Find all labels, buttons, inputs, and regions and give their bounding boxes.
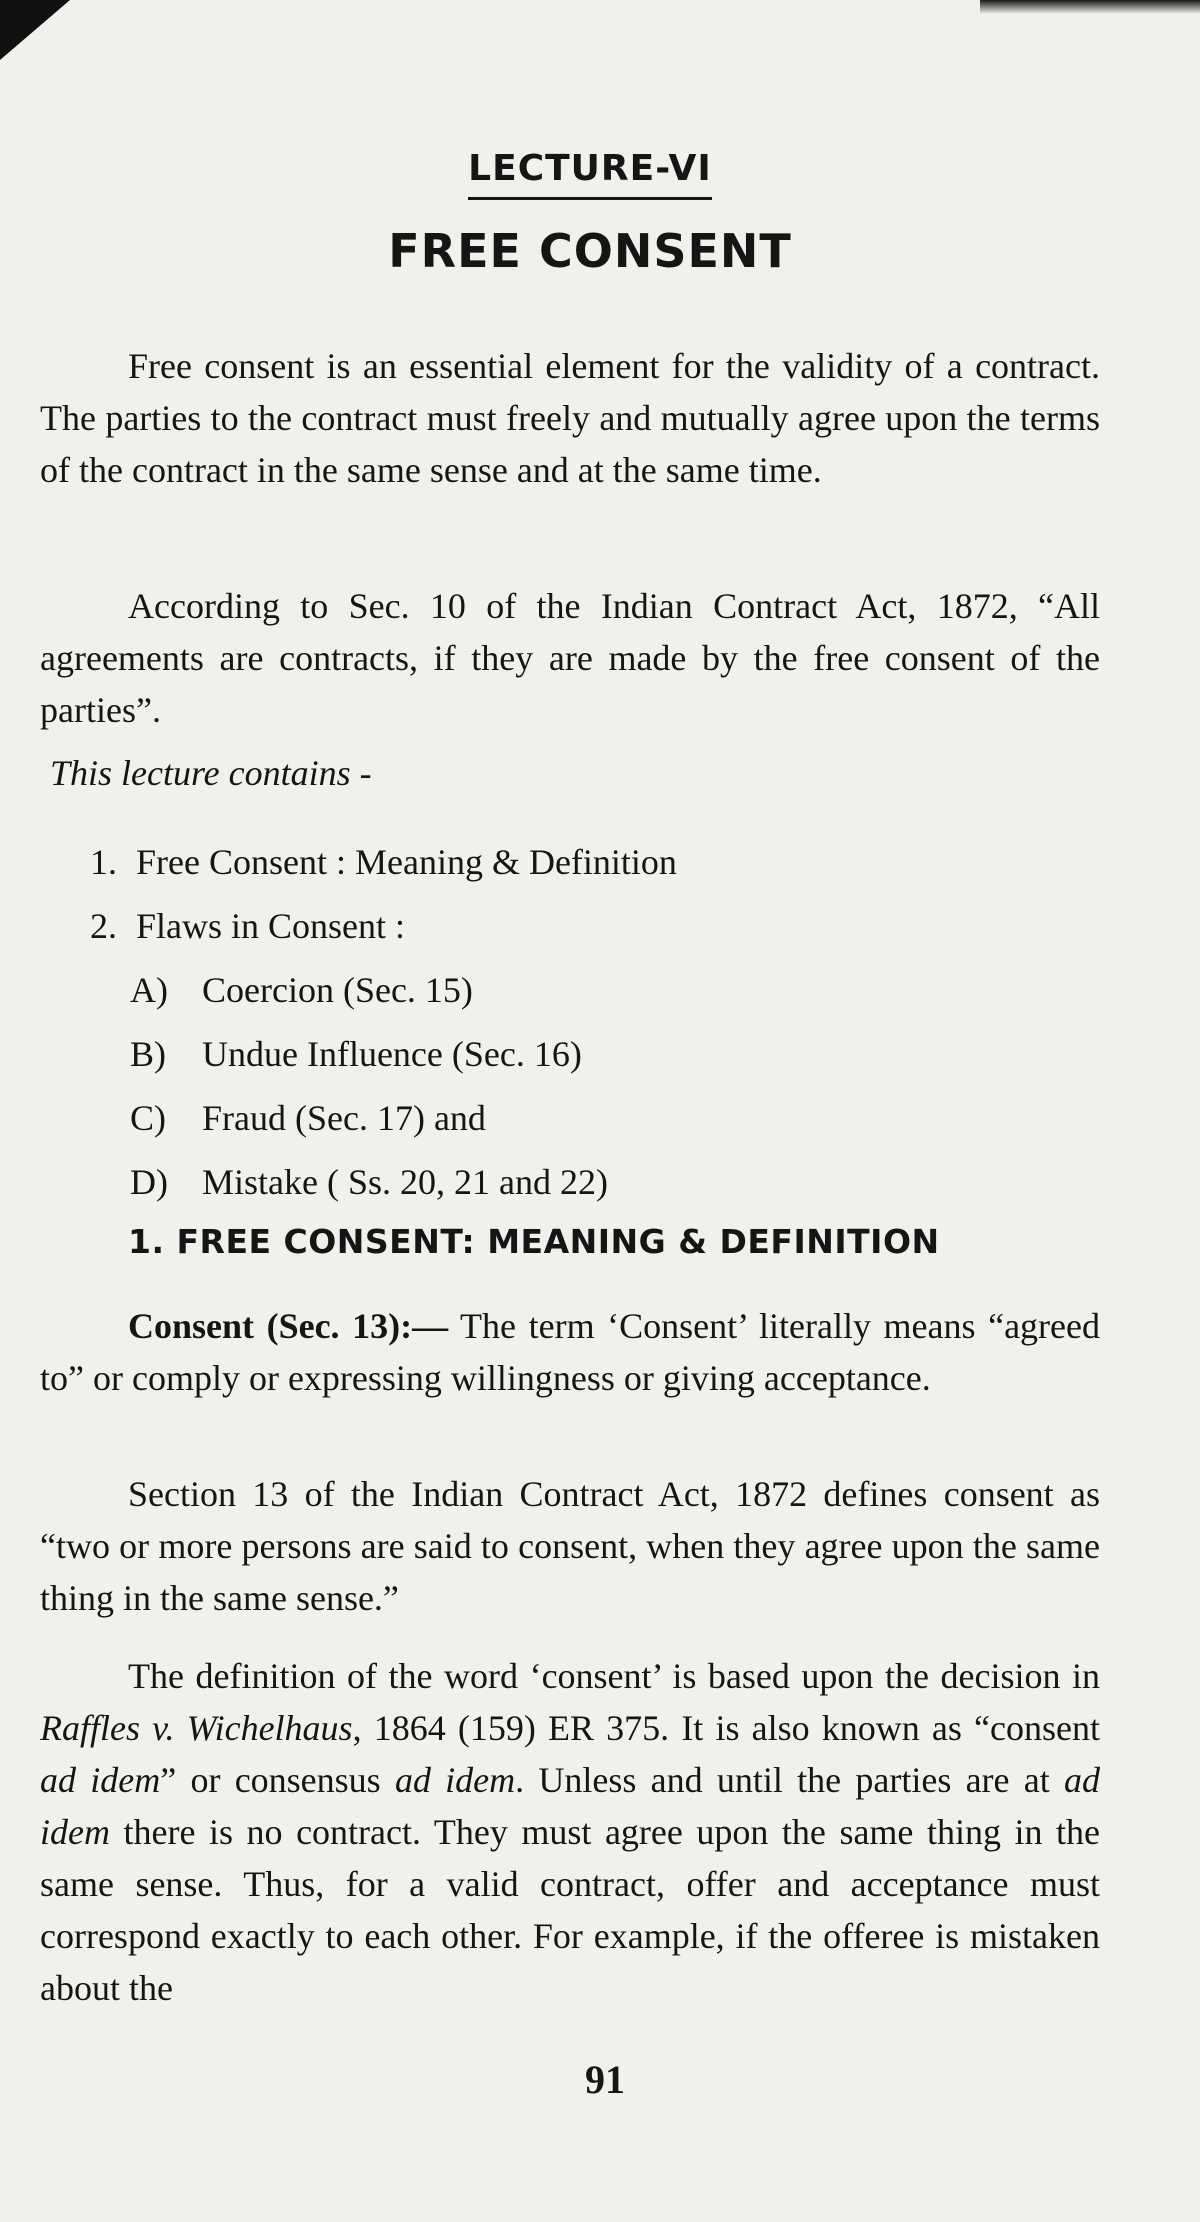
definition-text: there is no contract. They must agree upon the same thing in the same sense. Thus, for a valid contract, offer and acceptance must correspond exactly to each other. For example, if the offeree is mistaken about the <box>40 1812 1100 2008</box>
contents-item <box>90 830 677 894</box>
intro-paragraph-2: According to Sec. 10 of the Indian Contract Act, 1872, “All agreements are contracts, if they are made by the free consent of the parties”. <box>40 586 1100 730</box>
case-name: Raffles v. Wichelhaus <box>40 1708 353 1748</box>
flaws-sub-item <box>130 958 677 1022</box>
consent-paragraph <box>40 1300 1100 1404</box>
flaws-sub-list <box>90 958 677 1214</box>
contents-item-number: 2. <box>90 906 117 946</box>
flaws-sub-item <box>130 1150 677 1214</box>
contents-list <box>90 830 677 1214</box>
sub-item-letter: D) <box>130 1162 168 1202</box>
latin-term: ad idem <box>40 1760 1101 1852</box>
definition-text: The definition of the word ‘consent’ is based upon the decision in <box>128 1656 1100 1696</box>
page-number: 91 <box>585 2057 625 2102</box>
page-title: FREE CONSENT <box>388 224 792 278</box>
definition-text: . Unless and until the parties are at <box>515 1760 1065 1800</box>
latin-term: ad idem <box>40 1760 161 1800</box>
scan-top-edge-shadow <box>980 0 1200 14</box>
definition-paragraph <box>40 1650 1100 2014</box>
contents-item-label: Free Consent : Meaning & Definition <box>136 842 677 882</box>
sub-item-label: Mistake ( Ss. 20, 21 and 22) <box>202 1162 608 1202</box>
sub-item-letter: B) <box>130 1034 166 1074</box>
contents-item-number: 1. <box>90 842 117 882</box>
sub-item-letter: C) <box>130 1098 166 1138</box>
lecture-label-text: LECTURE-VI <box>468 148 712 200</box>
section13-paragraph: Section 13 of the Indian Contract Act, 1872 defines consent as “two or more persons are said to consent, when they agree upon the same thing in the same sense.” <box>40 1474 1100 1618</box>
sub-item-letter: A) <box>130 970 168 1010</box>
definition-text: , 1864 (159) ER 375. It is also known as “consent <box>352 1708 1101 1748</box>
flaws-sub-item <box>130 1086 677 1150</box>
definition-text: ” or consensus <box>160 1760 395 1800</box>
flaws-sub-item <box>130 1022 677 1086</box>
sub-item-label: Undue Influence (Sec. 16) <box>202 1034 582 1074</box>
contents-item-label: Flaws in Consent : <box>136 906 406 946</box>
latin-term: ad idem <box>394 1760 516 1800</box>
sub-item-label: Coercion (Sec. 15) <box>202 970 473 1010</box>
sub-item-label: Fraud (Sec. 17) and <box>202 1098 486 1138</box>
scan-corner-shadow <box>0 0 70 60</box>
contents-intro: This lecture contains - <box>50 753 372 793</box>
contents-item <box>90 894 677 1214</box>
consent-text: The term ‘Consent’ literally means “agreed to” or comply or expressing willingness or giving acceptance. <box>40 1306 1101 1398</box>
section-heading: 1. FREE CONSENT: MEANING & DEFINITION <box>128 1222 940 1261</box>
lecture-label <box>40 148 1140 200</box>
consent-term: Consent (Sec. 13):— <box>128 1306 449 1346</box>
intro-paragraph-1: Free consent is an essential element for the validity of a contract. The parties to the contract must freely and mutually agree upon the terms of the contract in the same sense and at the same time. <box>40 346 1100 490</box>
